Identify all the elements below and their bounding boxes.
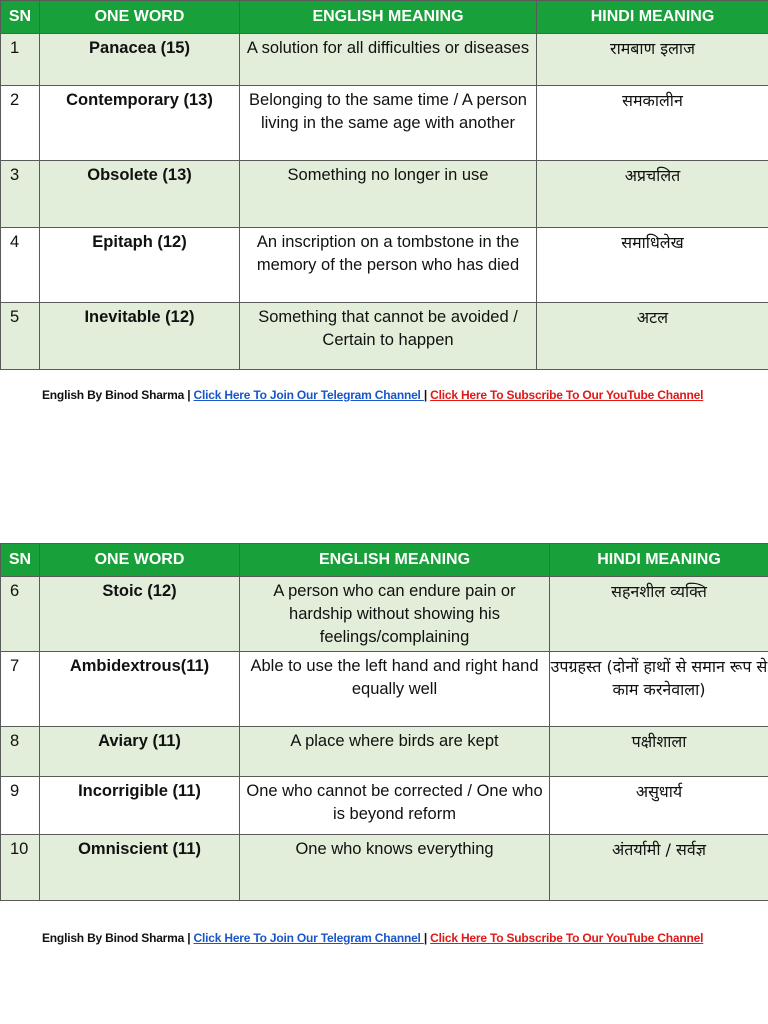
- footer-links: [42, 931, 703, 945]
- row-hindi-meaning: समकालीन: [537, 86, 768, 161]
- vocab-table-2: [0, 543, 768, 901]
- row-word: Stoic (12): [40, 577, 240, 652]
- telegram-channel-link[interactable]: Click Here To Join Our Telegram Channel: [193, 931, 424, 945]
- row-hindi-meaning: पक्षीशाला: [550, 727, 768, 777]
- row-sn: 1: [1, 34, 40, 86]
- header-hindi-meaning: HINDI MEANING: [550, 544, 768, 577]
- row-hindi-meaning: असुधार्य: [550, 777, 768, 835]
- row-sn: 3: [1, 161, 40, 228]
- table-row: [1, 303, 768, 370]
- table-row: [1, 777, 768, 835]
- table-row: [1, 86, 768, 161]
- row-sn: 5: [1, 303, 40, 370]
- row-sn: 4: [1, 228, 40, 303]
- row-hindi-meaning: समाधिलेख: [537, 228, 768, 303]
- table-row: [1, 727, 768, 777]
- row-english-meaning: A place where birds are kept: [240, 727, 550, 777]
- table-row: [1, 652, 768, 727]
- row-english-meaning: An inscription on a tombstone in the memory of the person who has died: [240, 228, 537, 303]
- row-word: Epitaph (12): [40, 228, 240, 303]
- header-hindi-meaning: HINDI MEANING: [537, 1, 768, 34]
- row-sn: 7: [1, 652, 40, 727]
- header-english-meaning: ENGLISH MEANING: [240, 544, 550, 577]
- youtube-subscribe-link[interactable]: Click Here To Subscribe To Our YouTube Channel: [430, 931, 704, 945]
- header-english-meaning: ENGLISH MEANING: [240, 1, 537, 34]
- row-hindi-meaning: उपग्रहस्त (दोनों हाथों से समान रूप से काम करनेवाला): [550, 652, 768, 727]
- header-sn: SN: [1, 544, 40, 577]
- table-header-row: [1, 1, 768, 34]
- row-word: Obsolete (13): [40, 161, 240, 228]
- row-word: Omniscient (11): [40, 835, 240, 901]
- footer-brand: English By Binod Sharma: [42, 388, 185, 402]
- table-row: [1, 228, 768, 303]
- vocab-table-1: [0, 0, 768, 370]
- footer-separator: |: [423, 931, 427, 945]
- row-sn: 2: [1, 86, 40, 161]
- header-one-word: ONE WORD: [40, 544, 240, 577]
- row-sn: 10: [1, 835, 40, 901]
- row-english-meaning: A solution for all difficulties or diseases: [240, 34, 537, 86]
- row-word: Aviary (11): [40, 727, 240, 777]
- row-sn: 6: [1, 577, 40, 652]
- row-english-meaning: Able to use the left hand and right hand equally well: [240, 652, 550, 727]
- row-hindi-meaning: अंतर्यामी / सर्वज्ञ: [550, 835, 768, 901]
- row-sn: 8: [1, 727, 40, 777]
- table-row: [1, 34, 768, 86]
- row-word: Inevitable (12): [40, 303, 240, 370]
- row-english-meaning: One who cannot be corrected / One who is beyond reform: [240, 777, 550, 835]
- row-hindi-meaning: सहनशील व्यक्ति: [550, 577, 768, 652]
- row-hindi-meaning: अप्रचलित: [537, 161, 768, 228]
- telegram-channel-link[interactable]: Click Here To Join Our Telegram Channel: [193, 388, 424, 402]
- youtube-subscribe-link[interactable]: Click Here To Subscribe To Our YouTube Channel: [430, 388, 704, 402]
- table-row: [1, 835, 768, 901]
- row-word: Panacea (15): [40, 34, 240, 86]
- row-hindi-meaning: अटल: [537, 303, 768, 370]
- row-word: Ambidextrous(11): [40, 652, 240, 727]
- footer-separator: |: [187, 931, 191, 945]
- header-one-word: ONE WORD: [40, 1, 240, 34]
- table-header-row: [1, 544, 768, 577]
- footer-separator: |: [187, 388, 191, 402]
- row-english-meaning: One who knows everything: [240, 835, 550, 901]
- table-row: [1, 577, 768, 652]
- row-hindi-meaning: रामबाण इलाज: [537, 34, 768, 86]
- row-english-meaning: Something no longer in use: [240, 161, 537, 228]
- row-english-meaning: Belonging to the same time / A person living in the same age with another: [240, 86, 537, 161]
- row-english-meaning: Something that cannot be avoided / Certain to happen: [240, 303, 537, 370]
- row-word: Incorrigible (11): [40, 777, 240, 835]
- header-sn: SN: [1, 1, 40, 34]
- row-english-meaning: A person who can endure pain or hardship without showing his feelings/complaining: [240, 577, 550, 652]
- footer-links: [42, 388, 703, 402]
- row-word: Contemporary (13): [40, 86, 240, 161]
- footer-brand: English By Binod Sharma: [42, 931, 185, 945]
- footer-separator: |: [423, 388, 427, 402]
- table-row: [1, 161, 768, 228]
- row-sn: 9: [1, 777, 40, 835]
